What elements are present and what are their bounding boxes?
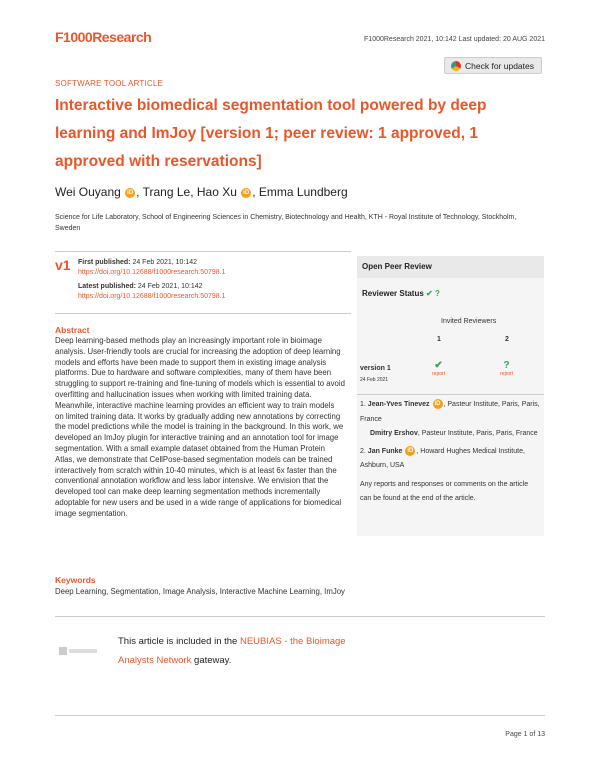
gateway-logo [57, 641, 101, 661]
divider [55, 251, 351, 252]
latest-published: Latest published: 24 Feb 2021, 10:142 https://doi.org/10.12688/f1000research.50798.1 [78, 283, 226, 300]
divider [55, 715, 545, 716]
orcid-icon[interactable]: iD [243, 189, 250, 196]
peer-review-heading: Open Peer Review [357, 256, 544, 278]
orcid-icon[interactable]: iD [127, 189, 134, 196]
reservations-icon: ? [434, 289, 440, 298]
latest-doi-link[interactable]: https://doi.org/10.12688/f1000research.50798.1 [78, 293, 226, 300]
version-row-date: 24 Feb 2021 [360, 377, 389, 383]
keywords-heading: Keywords [55, 575, 96, 585]
invited-reviewers-label: Invited Reviewers [441, 318, 497, 325]
journal-logo[interactable]: F1000Research [55, 29, 152, 45]
crossmark-icon [451, 61, 461, 71]
report-2[interactable]: ? report [500, 360, 514, 377]
first-published: First published: 24 Feb 2021, 10:142 https://doi.org/10.12688/f1000research.50798.1 [78, 259, 226, 276]
divider [55, 313, 351, 314]
review-note: Any reports and responses or comments on the article can be found at the end of the article. [360, 480, 529, 502]
gateway-link[interactable]: NEUBIAS - the Bioimage Analysts Network [118, 636, 346, 666]
article-title: Interactive biomedical segmentation tool powered by deep learning and ImJoy [version 1; peer review: 1 approved, 1 approved with reservations] [55, 97, 487, 170]
abstract-text: Deep learning-based methods play an increasingly important role in bioimage analysis. User-friendly tools are crucial for increasing the adoption of deep learning models and efforts have been made to support them in existing image analysis platforms. Due to hardware and software complexities, many of them have been struggling to support re-training and fine-tuning of models which is essential to avoid overfitting and hallucination issues when working with limited training data. Meanwhile, interactive machine learning provides an efficient way to train models on limited training data. It works by gradually adding new annotations by correcting the model predictions while the model is training in the background. In this work, we developed an ImJoy plugin for interactive training and an annotation tool for image segmentation. With a small example dataset obtained from the Human Protein Atlas, we demonstrate that CellPose-based segmentation models can be trained interactively from scratch within 10-40 minutes, which is at least 6x faster than the conventional annotation workflow and less labor intensive. We envision that the developed tool can make deep learning segmentation methods incrementally adoptable for new users and be used in a wide range of applications for biomedical image segmentation. [55, 336, 345, 518]
divider [357, 394, 544, 395]
divider [55, 616, 545, 617]
version-row-label: version 1 [360, 365, 391, 372]
reviewer-item: Dmitry Ershov, Pasteur Institute, Paris, Paris, France [370, 430, 538, 437]
version-label: v1 [55, 257, 71, 273]
affiliation: Science for Life Laboratory, School of Engineering Sciences in Chemistry, Biotechnology and Health, KTH - Royal Institute of Technology, Stockholm, Sweden [55, 214, 517, 232]
peer-review-panel [357, 256, 544, 536]
check-updates-label: Check for updates [465, 60, 534, 71]
orcid-icon[interactable]: iD [407, 447, 414, 454]
author-list: Wei Ouyang iD , Trang Le, Hao Xu iD , Emma Lundberg [55, 185, 348, 199]
reviewer-item: 2. Jan Funke iD , Howard Hughes Medical Institute, Ashburn, USA [360, 447, 525, 469]
check-updates-button[interactable] [444, 57, 542, 74]
section-label: SOFTWARE TOOL ARTICLE [55, 79, 164, 88]
reviewer-status: Reviewer Status ✔ ? [357, 283, 544, 305]
abstract-heading: Abstract [55, 325, 90, 335]
author-name[interactable]: Emma Lundberg [258, 185, 348, 199]
page-number: Page 1 of 13 [505, 731, 545, 738]
citation-header: F1000Research 2021, 10:142 Last updated: 20 AUG 2021 [364, 36, 545, 43]
orcid-icon[interactable]: iD [434, 401, 441, 408]
reviewer-col-1: 1 [437, 336, 441, 343]
author-name[interactable]: Trang Le [142, 185, 191, 199]
author-name[interactable]: Hao Xu [196, 185, 237, 199]
keywords-text: Deep Learning, Segmentation, Image Analysis, Interactive Machine Learning, ImJoy [55, 587, 345, 596]
reviewer-list [360, 398, 540, 507]
author-name[interactable]: Wei Ouyang [55, 185, 121, 199]
gateway-text: This article is included in the NEUBIAS - the Bioimage Analysts Network gateway. [118, 636, 346, 666]
approved-icon: ✔ [426, 289, 433, 298]
first-doi-link[interactable]: https://doi.org/10.12688/f1000research.50798.1 [78, 269, 226, 276]
reviewer-item: 1. Jean-Yves Tinevez iD , Pasteur Institute, Paris, Paris, France [360, 401, 540, 423]
report-1[interactable]: ✔ report [432, 360, 446, 377]
reviewer-col-2: 2 [505, 336, 509, 343]
